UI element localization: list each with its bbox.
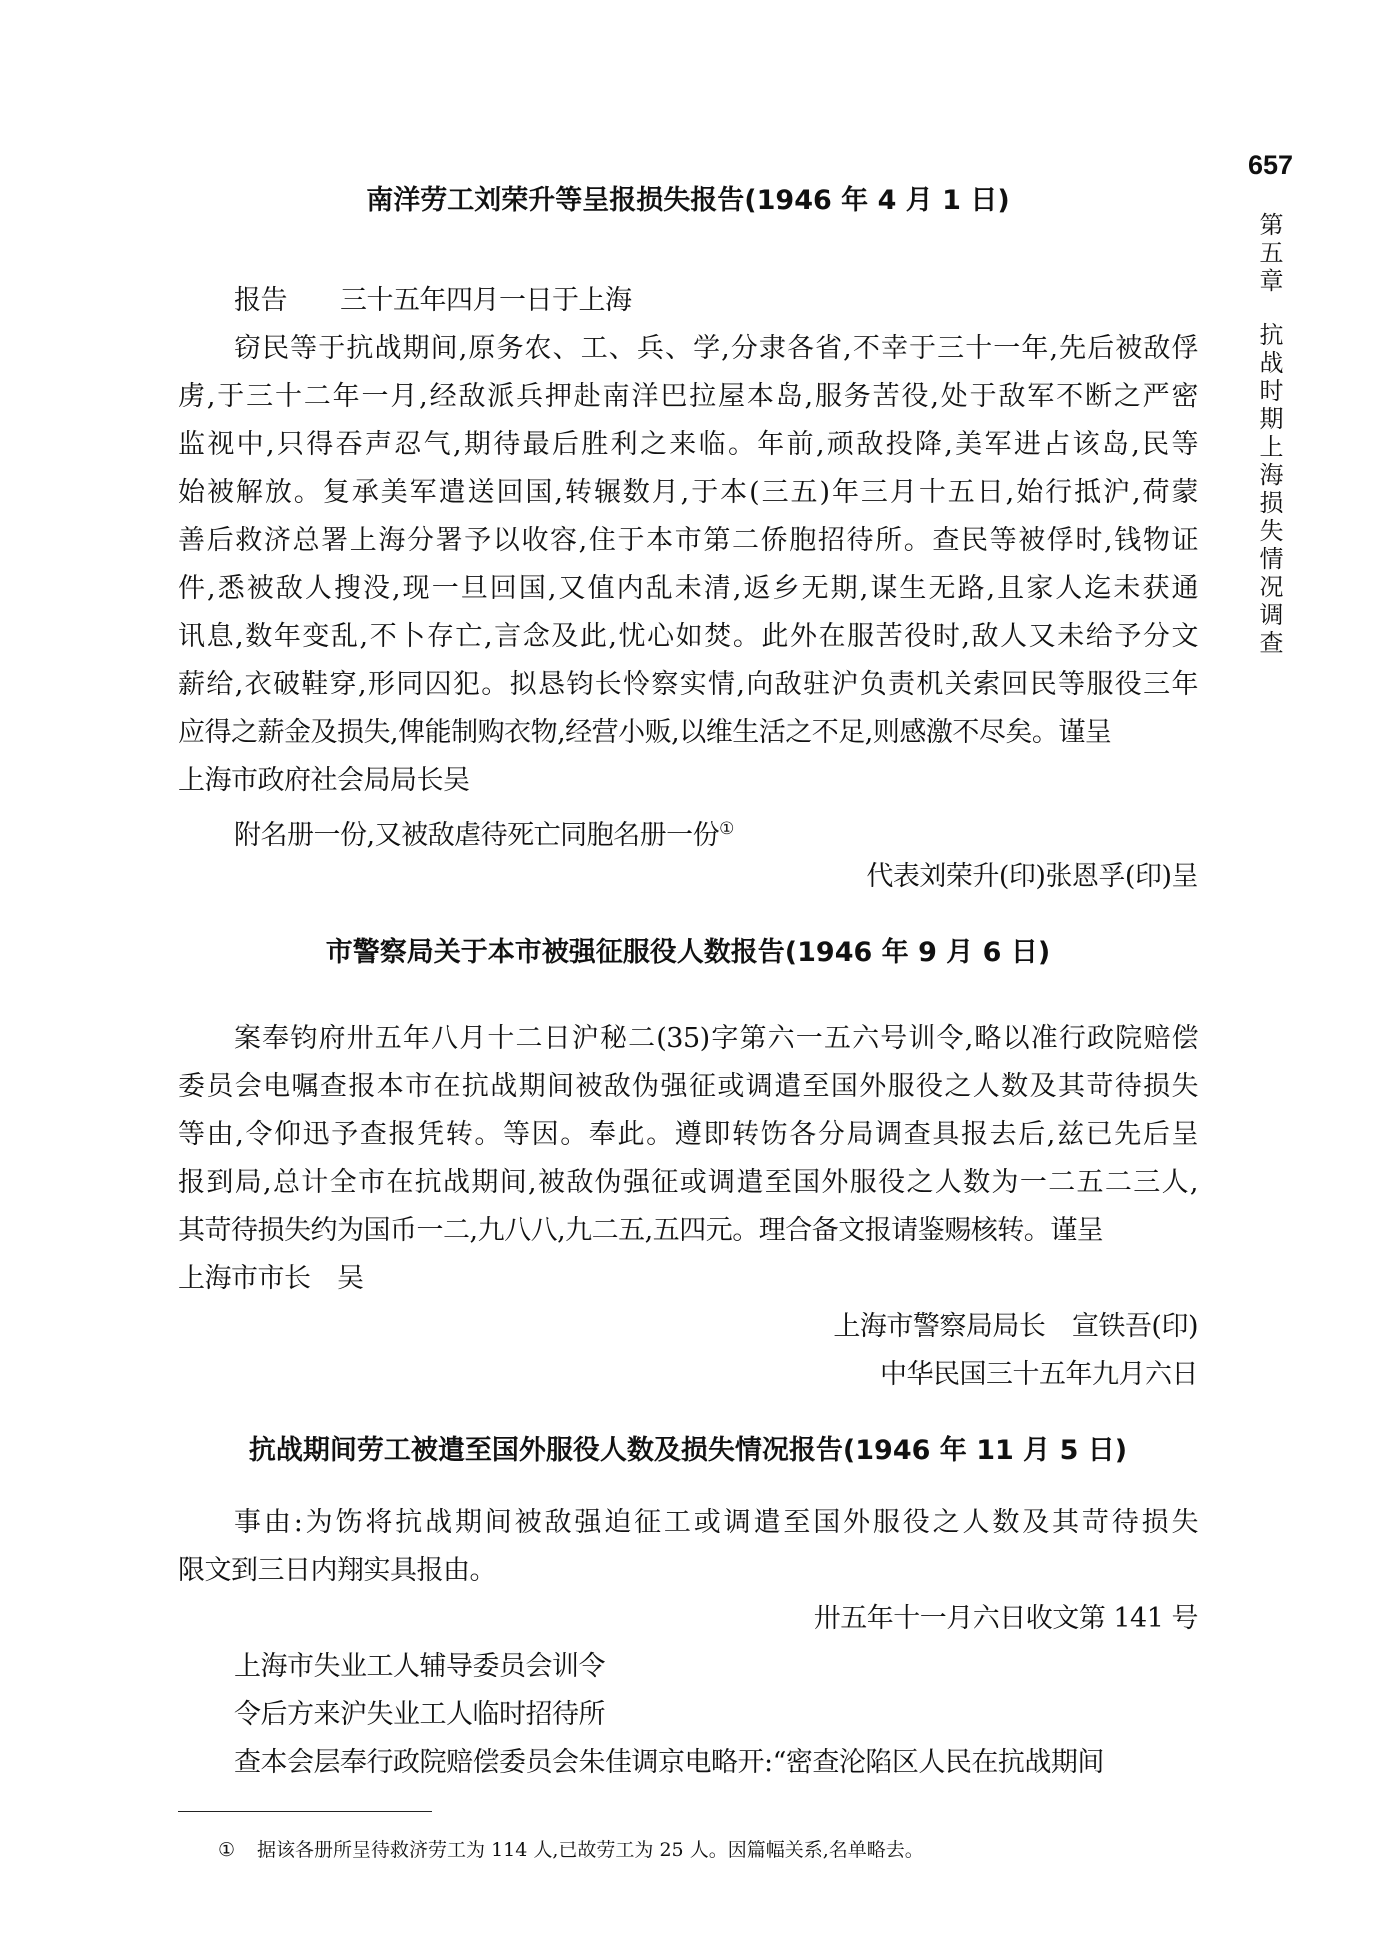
section2-addressee: 上海市市长 吴 [178, 1263, 364, 1294]
footnote [218, 1835, 924, 1862]
section1-header-line: 报告 三十五年四月一日于上海 [234, 285, 632, 316]
section1-paragraph-line: 讯息,数年变乱,不卜存亡,言念及此,忧心如焚。此外在服苦役时,敌人又未给予分文 [178, 621, 1198, 652]
section1-paragraph-line: 件,悉被敌人搜没,现一旦回国,又值内乱未清,返乡无期,谋生无路,且家人迄未获通 [178, 573, 1198, 604]
footnote-text: 据该各册所呈待救济劳工为 114 人,已故劳工为 25 人。因篇幅关系,名单略去。 [257, 1839, 924, 1861]
section3-paragraph-line: 查本会层奉行政院赔偿委员会朱佳调京电略开:“密查沦陷区人民在抗战期间 [234, 1747, 1104, 1778]
footnote-number: ① [218, 1839, 236, 1861]
section3-heading: 抗战期间劳工被遣至国外服役人数及损失情况报告(1946 年 11 月 5 日) [248, 1435, 1128, 1466]
section2-paragraph-line: 案奉钧府卅五年八月十二日沪秘二(35)字第六一五六号训令,略以准行政院赔偿 [234, 1023, 1198, 1054]
section3-paragraph-line: 事由:为饬将抗战期间被敌强迫征工或调遣至国外服役之人数及其苛待损失 [234, 1507, 1198, 1538]
section3-paragraph-line: 限文到三日内翔实具报由。 [178, 1555, 496, 1586]
section2-paragraph-line: 报到局,总计全市在抗战期间,被敌伪强征或调遣至国外服役之人数为一二五二三人, [178, 1167, 1198, 1198]
section2-paragraph-line: 其苛待损失约为国币一二,九八八,九二五,五四元。理合备文报请鉴赐核转。谨呈 [178, 1215, 1104, 1246]
footnote-divider [178, 1811, 432, 1812]
section2-date: 中华民国三十五年九月六日 [880, 1359, 1198, 1390]
section1-paragraph-line: 窃民等于抗战期间,原务农、工、兵、学,分隶各省,不幸于三十一年,先后被敌俘 [234, 333, 1198, 364]
section1-paragraph-line: 应得之薪金及损失,俾能制购衣物,经营小贩,以维生活之不足,则感激不尽矣。谨呈 [178, 717, 1112, 748]
chapter-title: 抗战时期上海损失情况调查 [1255, 322, 1283, 658]
section1-addressee: 上海市政府社会局局长吴 [178, 765, 470, 796]
section3-order-recipient: 令后方来沪失业工人临时招待所 [234, 1699, 605, 1730]
chapter-side-tab [1252, 212, 1286, 658]
section1-attachment [178, 810, 1198, 855]
section1-paragraph-line: 薪给,衣破鞋穿,形同囚犯。拟恳钧长怜察实情,向敌驻沪负责机关索回民等服役三年 [178, 669, 1198, 700]
section1-signature: 代表刘荣升(印)张恩孚(印)呈 [866, 861, 1198, 892]
section2-heading: 市警察局关于本市被强征服役人数报告(1946 年 9 月 6 日) [325, 937, 1051, 968]
section1-paragraph-line: 善后救济总署上海分署予以收容,住于本市第二侨胞招待所。查民等被俘时,钱物证 [178, 525, 1198, 556]
section1-heading: 南洋劳工刘荣升等呈报损失报告(1946 年 4 月 1 日) [366, 185, 1010, 216]
section1-paragraph-line: 虏,于三十二年一月,经敌派兵押赴南洋巴拉屋本岛,服务苦役,处于敌军不断之严密 [178, 381, 1198, 412]
section2-signature: 上海市警察局局长 宣铁吾(印) [833, 1311, 1198, 1342]
section1-paragraph-line: 监视中,只得吞声忍气,期待最后胜利之来临。年前,顽敌投降,美军进占该岛,民等 [178, 429, 1198, 460]
section3-receipt: 卅五年十一月六日收文第 141 号 [813, 1603, 1198, 1634]
section2-paragraph-line: 等由,令仰迅予查报凭转。等因。奉此。遵即转饬各分局调查具报去后,兹已先后呈 [178, 1119, 1198, 1150]
footnote-marker: ① [719, 819, 734, 839]
section2-paragraph-line: 委员会电嘱查报本市在抗战期间被敌伪强征或调遣至国外服役之人数及其苛待损失 [178, 1071, 1198, 1102]
page-number: 657 [1248, 150, 1294, 180]
attachment-text: 附名册一份,又被敌虐待死亡同胞名册一份 [234, 820, 720, 851]
chapter-label: 第五章 [1255, 212, 1283, 296]
section1-paragraph-line: 始被解放。复承美军遣送回国,转辗数月,于本(三五)年三月十五日,始行抵沪,荷蒙 [178, 477, 1198, 508]
section3-order-title: 上海市失业工人辅导委员会训令 [234, 1651, 605, 1682]
